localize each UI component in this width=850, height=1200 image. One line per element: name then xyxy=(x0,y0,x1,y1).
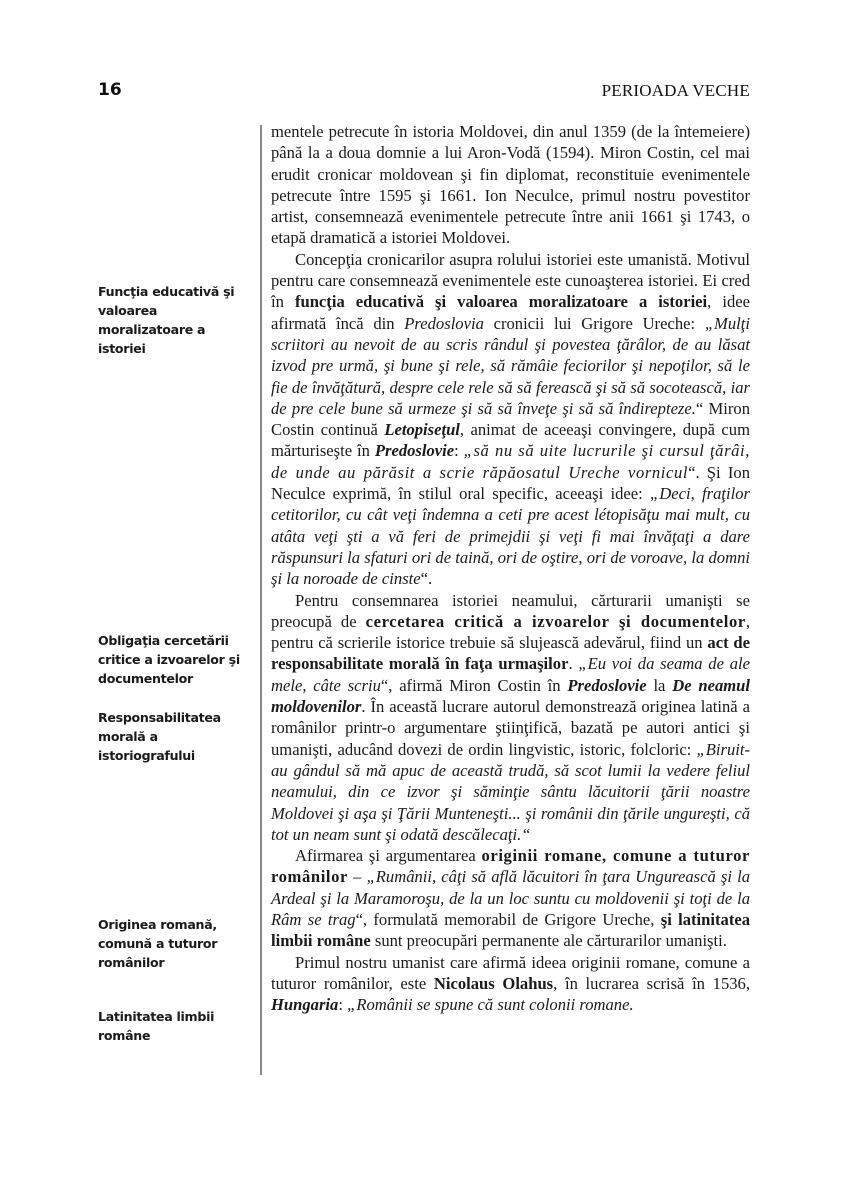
author-name: Nicolaus Olahus xyxy=(433,973,554,993)
quote-olahus: „Românii se spune că sunt colonii romane. xyxy=(347,995,634,1015)
work-title: De neamul moldovenilor xyxy=(271,675,750,717)
page-number: 16 xyxy=(98,80,122,100)
paragraph-chroniclers-periods: mentele petrecute în istoria Moldovei, din anul 1359 (de la întemeiere) până la a doua domnie a lui Aron-Vodă (1594). Miron Costin, cel mai erudit cronicar moldovean şi fin diplomat, reconstituie evenimentele petrecute între 1595 şi 1661. Ion Neculce, primul nostru povestitor artist, consemnează evenimentele petrecute între anii 1661 şi 1743, o etapă dramatică a istoriei Moldovei. xyxy=(271,122,750,248)
text-run: “ Miron Costin continuă xyxy=(271,398,750,440)
emphasis-bold: cercetarea critică a izvoarelor şi documentelor xyxy=(365,611,746,631)
text-run: sunt preocupări permanente ale cărturarilor umanişti. xyxy=(370,931,727,951)
margin-divider-rule xyxy=(260,125,262,1075)
running-header xyxy=(98,80,750,104)
text-run: , idee afirmată încă din xyxy=(271,292,750,333)
emphasis-bold: act de responsabilitate morală în faţa urmaşilor xyxy=(271,633,751,674)
emphasis-bold: originii romane, comune a tuturor românilor xyxy=(271,846,750,887)
margin-note-moral-responsibility: Responsabilitatea morală a istoriografului xyxy=(98,710,221,763)
text-run: Primul nostru umanist care afirmă ideea originii romane, comune a tuturor românilor, este xyxy=(271,952,750,993)
text-run: “. xyxy=(420,569,433,589)
quote-costin: „să nu să uite lucrurile şi cursul ţărâi, de unde au părăsit a scrie răpăosatul Ureche vornicul xyxy=(271,441,750,482)
main-text-column xyxy=(271,121,750,1015)
quote-neculce: „Deci, fraţilor cetitorilor, cu cât veţi îndemna a ceti pre acest létopisăţu mai mult, cu atâta veţi şti a vă feri de primejdii şi veţi fi mai învăţaţi a dare răspunsuri la sfaturi ori de taină, ori de oştire, ori de voroave, la domni şi la noroade de cinste xyxy=(271,484,750,589)
emphasis-bold: funcţia educativă şi valoarea moralizatoare a istoriei xyxy=(294,292,708,312)
quote-ureche-origin: „Rumânii, câţi să află lăcuitori în ţara Ungurească şi la Ardeal şi la Maramoroşu, de la un loc suntu cu moldovenii şi toţi de la Râm se trag xyxy=(271,867,750,929)
paragraph-olahus xyxy=(271,952,750,1016)
quote-costin: „Eu voi da seama de ale mele, câte scriu xyxy=(271,654,750,695)
emphasis-bold: şi latinitatea limbii române xyxy=(271,909,751,951)
paragraph-roman-origin xyxy=(271,845,750,951)
text-run: “, afirmă Miron Costin în xyxy=(380,675,568,695)
text-run: “. Şi Ion Neculce exprimă, în stilul oral specific, aceeaşi idee: xyxy=(271,462,750,504)
work-title: Predoslovia xyxy=(404,313,484,333)
margin-note-roman-origin: Originea romană, comună a tuturor românilor xyxy=(98,917,218,970)
text-run: , în lucrarea scrisă în 1536, xyxy=(553,973,750,993)
margin-note-educational-function: Funcţia educativă şi valoarea moralizatoare a istoriei xyxy=(98,284,235,356)
work-title: Predoslovie xyxy=(567,675,647,695)
margin-note-latinity: Latinitatea limbii române xyxy=(98,1009,215,1043)
work-title: Hungaria xyxy=(271,995,339,1015)
paragraph-critical-research xyxy=(271,590,750,846)
text-run: , pentru că scrierile istorice trebuie să slujească adevărul, fiind un xyxy=(271,611,750,653)
text-run: la xyxy=(646,675,673,695)
work-title: Predoslovie xyxy=(374,441,455,461)
text-run: Afirmarea şi argumentarea xyxy=(295,846,482,866)
paragraph-humanist-conception xyxy=(271,249,750,590)
work-title: Letopiseţul xyxy=(384,420,460,440)
text-run: . xyxy=(568,654,579,674)
text-run: : xyxy=(338,995,348,1015)
text-run: . În această lucrare autorul demonstrează originea latină a românilor printr-o argumentare ştiinţifică, bazată pe autori antici şi umanişti, aducând dovezi de ordin lingvistic, istoric, folcloric: xyxy=(271,697,750,759)
text-run: “, formulată memorabil de Grigore Ureche, xyxy=(355,909,661,929)
text-run: – xyxy=(348,867,367,887)
margin-note-critical-research: Obligaţia cercetării critice a izvoarelor şi documentelor xyxy=(98,633,240,686)
quote-costin-origin: „Biruit-au gândul să mă apuc de această trudă, să scot lumii la vedere feliul neamului, din ce izvor şi săminţie sântu lăcuitorii ţării noastre Moldovei şi aşa şi Ţării Munteneşti... şi românii din ţările ungureşti, că tot un neam sunt şi odată descălecaţi.“ xyxy=(271,739,750,844)
section-title: PERIOADA VECHE xyxy=(601,81,750,100)
text-run: Pentru consemnarea istoriei neamului, cărturarii umanişti se preocupă de xyxy=(271,590,750,631)
text-run: : xyxy=(454,441,464,461)
quote-ureche: „Mulţi scriitori au nevoit de au scris rândul şi povestea ţărâlor, de au lăsat izvod pre urmă, şi bune şi rele, să rămâie feciorilor şi nepoţilor, să le fie de învăţătură, despre cele rele să să ferească şi să să socotească, iar de pre cele bune să urmeze şi să să înveţe şi să să îndirepteze. xyxy=(271,313,750,418)
text-run: cronicii lui Grigore Ureche: xyxy=(483,313,705,333)
text-run: Concepţia cronicarilor asupra rolului istoriei este umanistă. Motivul pentru care consemnează evenimentele este cunoaşterea istoriei. Ei cred în xyxy=(271,249,750,312)
text-run: , animat de aceeaşi convingere, după cum mărturiseşte în xyxy=(271,420,750,461)
